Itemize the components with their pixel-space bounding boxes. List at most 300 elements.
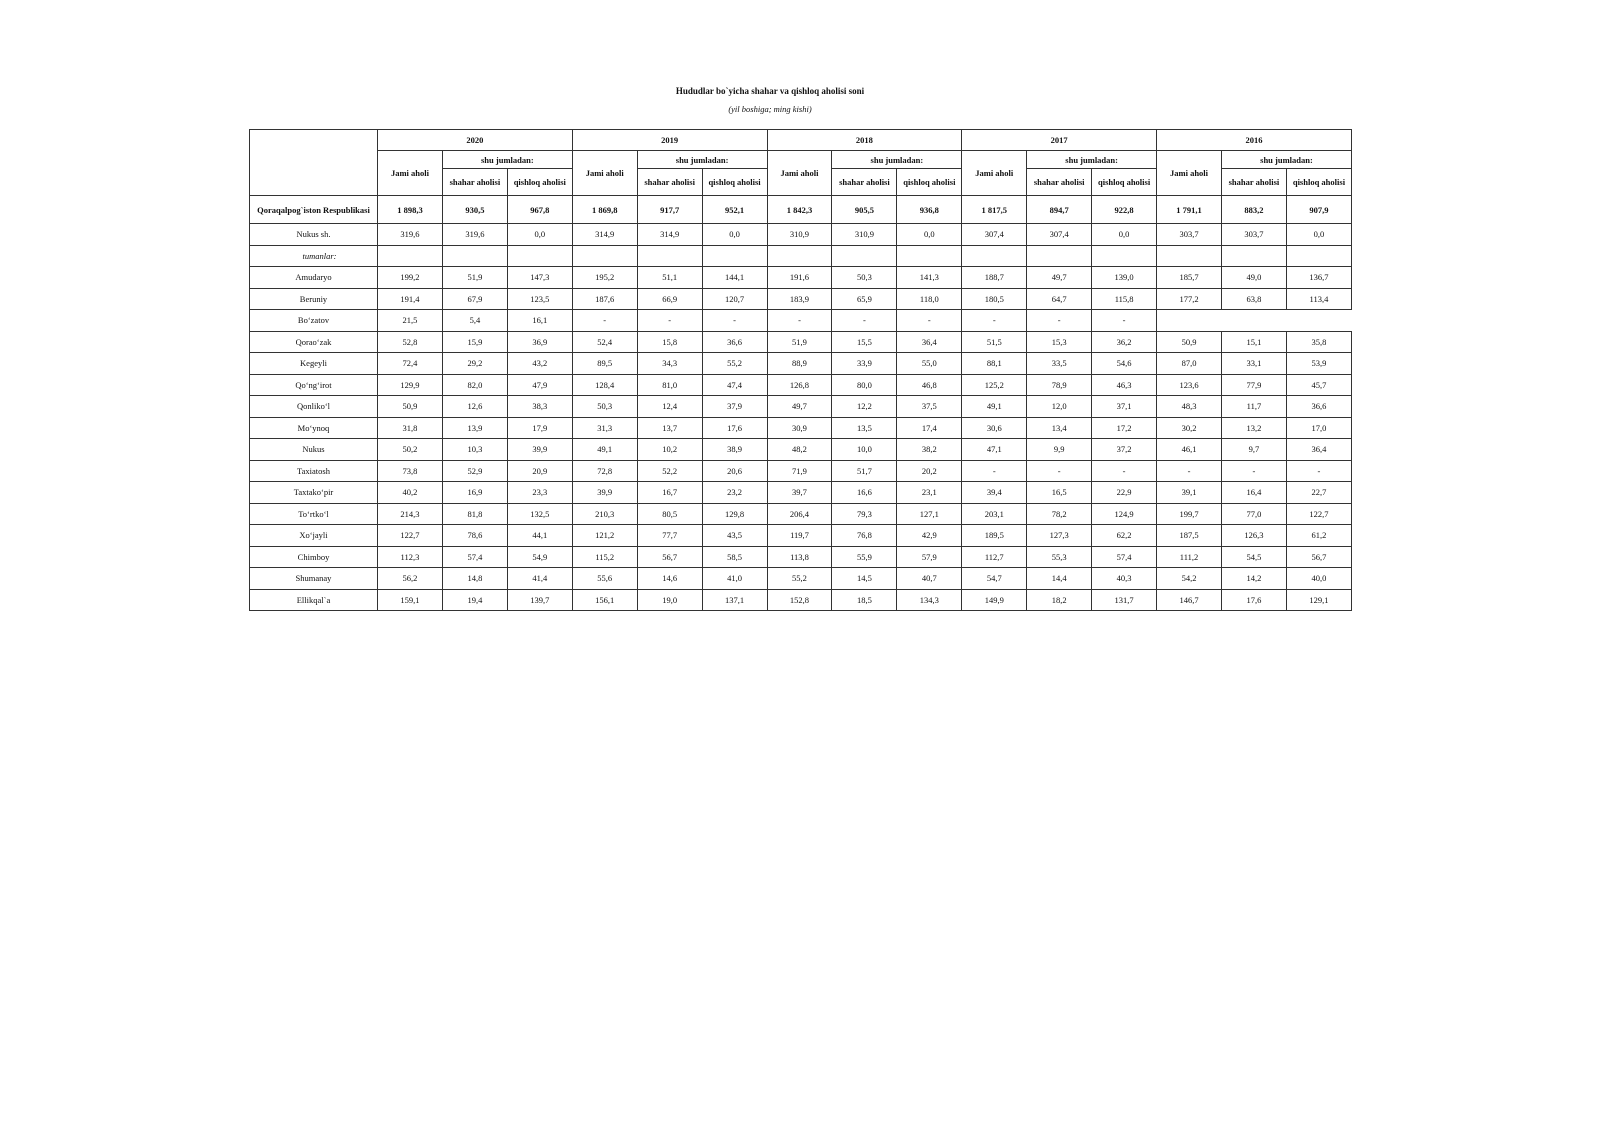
header-row-years (250, 130, 1352, 151)
value-cell: 57,4 (442, 546, 507, 568)
value-cell: 62,2 (1092, 525, 1157, 547)
value-cell: 129,8 (702, 503, 767, 525)
value-cell: 18,2 (1027, 589, 1092, 611)
value-cell: 180,5 (962, 288, 1027, 310)
total-population-header: Jami aholi (962, 151, 1027, 196)
value-cell: 78,9 (1027, 374, 1092, 396)
value-cell: 35,8 (1286, 331, 1351, 353)
value-cell: 952,1 (702, 196, 767, 224)
value-cell: 20,2 (897, 460, 962, 482)
value-cell: 124,9 (1092, 503, 1157, 525)
value-cell: 33,5 (1027, 353, 1092, 375)
value-cell: 11,7 (1221, 396, 1286, 418)
value-cell: 23,2 (702, 482, 767, 504)
value-cell: 82,0 (442, 374, 507, 396)
table-row (250, 245, 1352, 267)
value-cell: 23,3 (507, 482, 572, 504)
value-cell: 112,7 (962, 546, 1027, 568)
value-cell: 49,0 (1221, 267, 1286, 289)
value-cell (1221, 310, 1286, 332)
table-row (250, 396, 1352, 418)
including-header: shu jumladan: (442, 151, 572, 169)
value-cell: 54,9 (507, 546, 572, 568)
value-cell: 41,0 (702, 568, 767, 590)
value-cell: 36,6 (702, 331, 767, 353)
value-cell: 12,6 (442, 396, 507, 418)
value-cell: 37,5 (897, 396, 962, 418)
value-cell: 81,0 (637, 374, 702, 396)
value-cell: 310,9 (832, 224, 897, 246)
value-cell: 55,3 (1027, 546, 1092, 568)
value-cell: 13,9 (442, 417, 507, 439)
region-name: Shumanay (250, 568, 378, 590)
value-cell: 31,8 (378, 417, 443, 439)
value-cell: 71,9 (767, 460, 832, 482)
value-cell: - (1092, 310, 1157, 332)
value-cell: - (1286, 460, 1351, 482)
value-cell: 922,8 (1092, 196, 1157, 224)
value-cell: 78,6 (442, 525, 507, 547)
value-cell: 310,9 (767, 224, 832, 246)
value-cell: - (1092, 460, 1157, 482)
value-cell: 33,1 (1221, 353, 1286, 375)
value-cell: 907,9 (1286, 196, 1351, 224)
value-cell: 51,7 (832, 460, 897, 482)
value-cell: 131,7 (1092, 589, 1157, 611)
header-row-groups (250, 151, 1352, 169)
value-cell: 42,9 (897, 525, 962, 547)
value-cell: 12,0 (1027, 396, 1092, 418)
including-header: shu jumladan: (637, 151, 767, 169)
value-cell: 49,1 (572, 439, 637, 461)
year-header: 2020 (378, 130, 573, 151)
value-cell: 55,6 (572, 568, 637, 590)
value-cell: 9,9 (1027, 439, 1092, 461)
value-cell: 39,9 (572, 482, 637, 504)
value-cell: 314,9 (572, 224, 637, 246)
value-cell: 13,7 (637, 417, 702, 439)
rural-population-header: qishloq aholisi (1286, 169, 1351, 196)
value-cell: 113,8 (767, 546, 832, 568)
value-cell: 319,6 (378, 224, 443, 246)
value-cell: 139,0 (1092, 267, 1157, 289)
value-cell: 214,3 (378, 503, 443, 525)
value-cell: 203,1 (962, 503, 1027, 525)
value-cell: 47,9 (507, 374, 572, 396)
value-cell: 49,1 (962, 396, 1027, 418)
value-cell (1157, 245, 1222, 267)
value-cell: 31,3 (572, 417, 637, 439)
value-cell: 1 817,5 (962, 196, 1027, 224)
value-cell: 128,4 (572, 374, 637, 396)
value-cell: 883,2 (1221, 196, 1286, 224)
value-cell: 1 898,3 (378, 196, 443, 224)
value-cell: 56,7 (637, 546, 702, 568)
value-cell (1157, 310, 1222, 332)
value-cell: 14,6 (637, 568, 702, 590)
value-cell: 53,9 (1286, 353, 1351, 375)
value-cell: 47,1 (962, 439, 1027, 461)
value-cell: 199,2 (378, 267, 443, 289)
table-row (250, 374, 1352, 396)
value-cell: 52,2 (637, 460, 702, 482)
total-population-header: Jami aholi (1157, 151, 1222, 196)
table-row (250, 288, 1352, 310)
value-cell: 40,3 (1092, 568, 1157, 590)
value-cell: 78,2 (1027, 503, 1092, 525)
value-cell: 43,2 (507, 353, 572, 375)
urban-population-header: shahar aholisi (1221, 169, 1286, 196)
region-name: Nukus (250, 439, 378, 461)
value-cell: 137,1 (702, 589, 767, 611)
value-cell (442, 245, 507, 267)
value-cell: 13,2 (1221, 417, 1286, 439)
region-name: Amudaryo (250, 267, 378, 289)
region-name: Kegeyli (250, 353, 378, 375)
value-cell: 177,2 (1157, 288, 1222, 310)
value-cell (1221, 245, 1286, 267)
urban-population-header: shahar aholisi (832, 169, 897, 196)
value-cell: 16,1 (507, 310, 572, 332)
value-cell: - (1221, 460, 1286, 482)
value-cell: 17,4 (897, 417, 962, 439)
value-cell: 47,4 (702, 374, 767, 396)
value-cell: 65,9 (832, 288, 897, 310)
value-cell: 13,5 (832, 417, 897, 439)
value-cell: 80,0 (832, 374, 897, 396)
region-name: Nukus sh. (250, 224, 378, 246)
value-cell: 38,3 (507, 396, 572, 418)
value-cell: 126,3 (1221, 525, 1286, 547)
value-cell (637, 245, 702, 267)
region-name: Bo‘zatov (250, 310, 378, 332)
value-cell: 50,3 (572, 396, 637, 418)
value-cell (702, 245, 767, 267)
value-cell: 48,2 (767, 439, 832, 461)
table-row (250, 546, 1352, 568)
region-name: Xo‘jayli (250, 525, 378, 547)
value-cell: 307,4 (962, 224, 1027, 246)
region-name: Taxiatosh (250, 460, 378, 482)
region-name: Qoraqalpog`iston Respublikasi (250, 196, 378, 224)
value-cell: 319,6 (442, 224, 507, 246)
value-cell: 66,9 (637, 288, 702, 310)
value-cell (572, 245, 637, 267)
value-cell: 10,3 (442, 439, 507, 461)
value-cell: 129,1 (1286, 589, 1351, 611)
value-cell: 12,4 (637, 396, 702, 418)
value-cell: 55,0 (897, 353, 962, 375)
region-name: Qo‘ng‘irot (250, 374, 378, 396)
value-cell: 0,0 (702, 224, 767, 246)
table-row (250, 267, 1352, 289)
value-cell: 52,9 (442, 460, 507, 482)
value-cell: 15,8 (637, 331, 702, 353)
value-cell: 49,7 (767, 396, 832, 418)
value-cell: 88,1 (962, 353, 1027, 375)
value-cell: - (767, 310, 832, 332)
value-cell: 144,1 (702, 267, 767, 289)
value-cell: 54,7 (962, 568, 1027, 590)
document-subtitle: (yil boshiga; ming kishi) (728, 104, 812, 114)
value-cell: 111,2 (1157, 546, 1222, 568)
value-cell: 46,8 (897, 374, 962, 396)
value-cell (378, 245, 443, 267)
value-cell: 55,2 (702, 353, 767, 375)
value-cell: 894,7 (1027, 196, 1092, 224)
value-cell: 64,7 (1027, 288, 1092, 310)
value-cell: 48,3 (1157, 396, 1222, 418)
value-cell: 16,5 (1027, 482, 1092, 504)
rural-population-header: qishloq aholisi (507, 169, 572, 196)
value-cell: 50,9 (378, 396, 443, 418)
value-cell: 38,2 (897, 439, 962, 461)
region-name: Ellikqal`a (250, 589, 378, 611)
value-cell: 10,0 (832, 439, 897, 461)
table-row (250, 482, 1352, 504)
value-cell: 187,5 (1157, 525, 1222, 547)
table-header (250, 130, 1352, 196)
value-cell: 183,9 (767, 288, 832, 310)
value-cell: 37,2 (1092, 439, 1157, 461)
region-name: Chimboy (250, 546, 378, 568)
table-row (250, 460, 1352, 482)
value-cell: - (1027, 460, 1092, 482)
value-cell: 37,9 (702, 396, 767, 418)
urban-population-header: shahar aholisi (1027, 169, 1092, 196)
value-cell: 134,3 (897, 589, 962, 611)
table-row (250, 589, 1352, 611)
value-cell: 917,7 (637, 196, 702, 224)
value-cell (1286, 245, 1351, 267)
value-cell: 17,9 (507, 417, 572, 439)
value-cell: 18,5 (832, 589, 897, 611)
value-cell: 303,7 (1157, 224, 1222, 246)
value-cell: 156,1 (572, 589, 637, 611)
value-cell: 46,3 (1092, 374, 1157, 396)
table-row (250, 568, 1352, 590)
table-row (250, 310, 1352, 332)
value-cell: 88,9 (767, 353, 832, 375)
value-cell (1092, 245, 1157, 267)
year-header: 2019 (572, 130, 767, 151)
value-cell: 189,5 (962, 525, 1027, 547)
value-cell: 52,4 (572, 331, 637, 353)
table-row (250, 331, 1352, 353)
value-cell: 52,8 (378, 331, 443, 353)
value-cell: 40,0 (1286, 568, 1351, 590)
including-header: shu jumladan: (1221, 151, 1351, 169)
value-cell: 15,5 (832, 331, 897, 353)
including-header: shu jumladan: (832, 151, 962, 169)
urban-population-header: shahar aholisi (637, 169, 702, 196)
value-cell: 16,4 (1221, 482, 1286, 504)
value-cell: 125,2 (962, 374, 1027, 396)
value-cell: 136,7 (1286, 267, 1351, 289)
value-cell: 17,6 (1221, 589, 1286, 611)
table-row (250, 525, 1352, 547)
value-cell: 122,7 (378, 525, 443, 547)
value-cell: 41,4 (507, 568, 572, 590)
value-cell: 33,9 (832, 353, 897, 375)
value-cell: 55,9 (832, 546, 897, 568)
value-cell: 120,7 (702, 288, 767, 310)
year-header: 2017 (962, 130, 1157, 151)
value-cell: 127,1 (897, 503, 962, 525)
value-cell: 63,8 (1221, 288, 1286, 310)
value-cell: 80,5 (637, 503, 702, 525)
value-cell: 188,7 (962, 267, 1027, 289)
value-cell: 54,5 (1221, 546, 1286, 568)
value-cell: 16,9 (442, 482, 507, 504)
value-cell: 38,9 (702, 439, 767, 461)
value-cell: 49,7 (1027, 267, 1092, 289)
value-cell: 51,1 (637, 267, 702, 289)
value-cell: 123,5 (507, 288, 572, 310)
value-cell: 39,7 (767, 482, 832, 504)
value-cell: 87,0 (1157, 353, 1222, 375)
value-cell (962, 245, 1027, 267)
value-cell: - (832, 310, 897, 332)
value-cell: 195,2 (572, 267, 637, 289)
value-cell: 77,9 (1221, 374, 1286, 396)
value-cell (832, 245, 897, 267)
value-cell: 967,8 (507, 196, 572, 224)
value-cell: 76,8 (832, 525, 897, 547)
value-cell: 14,5 (832, 568, 897, 590)
value-cell: - (572, 310, 637, 332)
value-cell: 129,9 (378, 374, 443, 396)
value-cell: 13,4 (1027, 417, 1092, 439)
value-cell: 303,7 (1221, 224, 1286, 246)
value-cell: 12,2 (832, 396, 897, 418)
region-name: Taxtako‘pir (250, 482, 378, 504)
total-population-header: Jami aholi (378, 151, 443, 196)
value-cell: 54,2 (1157, 568, 1222, 590)
value-cell: 0,0 (507, 224, 572, 246)
value-cell: 22,7 (1286, 482, 1351, 504)
value-cell: 51,9 (442, 267, 507, 289)
value-cell: 206,4 (767, 503, 832, 525)
value-cell: 89,5 (572, 353, 637, 375)
value-cell: - (962, 310, 1027, 332)
value-cell: 14,2 (1221, 568, 1286, 590)
year-header: 2016 (1157, 130, 1352, 151)
value-cell: 55,2 (767, 568, 832, 590)
value-cell: 307,4 (1027, 224, 1092, 246)
value-cell: 149,9 (962, 589, 1027, 611)
value-cell: 1 842,3 (767, 196, 832, 224)
value-cell: 152,8 (767, 589, 832, 611)
value-cell: 56,7 (1286, 546, 1351, 568)
value-cell: 115,8 (1092, 288, 1157, 310)
value-cell: 61,2 (1286, 525, 1351, 547)
table-row (250, 417, 1352, 439)
value-cell: 50,3 (832, 267, 897, 289)
table-row (250, 439, 1352, 461)
value-cell: 16,7 (637, 482, 702, 504)
region-name: Mo‘ynoq (250, 417, 378, 439)
region-name: Beruniy (250, 288, 378, 310)
value-cell: - (1157, 460, 1222, 482)
year-header: 2018 (767, 130, 962, 151)
value-cell: 30,9 (767, 417, 832, 439)
value-cell: 30,2 (1157, 417, 1222, 439)
value-cell: 191,6 (767, 267, 832, 289)
value-cell (1027, 245, 1092, 267)
value-cell: 36,2 (1092, 331, 1157, 353)
value-cell: 122,7 (1286, 503, 1351, 525)
value-cell (1286, 310, 1351, 332)
value-cell: - (962, 460, 1027, 482)
value-cell: 72,8 (572, 460, 637, 482)
value-cell: 54,6 (1092, 353, 1157, 375)
including-header: shu jumladan: (1027, 151, 1157, 169)
value-cell: 185,7 (1157, 267, 1222, 289)
value-cell: 39,4 (962, 482, 1027, 504)
value-cell: 5,4 (442, 310, 507, 332)
value-cell: 19,4 (442, 589, 507, 611)
value-cell: 118,0 (897, 288, 962, 310)
value-cell: 43,5 (702, 525, 767, 547)
value-cell: 36,4 (1286, 439, 1351, 461)
value-cell: 126,8 (767, 374, 832, 396)
value-cell: 67,9 (442, 288, 507, 310)
value-cell: 30,6 (962, 417, 1027, 439)
value-cell: 22,9 (1092, 482, 1157, 504)
value-cell: 159,1 (378, 589, 443, 611)
value-cell: 45,7 (1286, 374, 1351, 396)
value-cell: 0,0 (1286, 224, 1351, 246)
value-cell: 15,3 (1027, 331, 1092, 353)
region-name: To‘rtko‘l (250, 503, 378, 525)
value-cell: 132,5 (507, 503, 572, 525)
rural-population-header: qishloq aholisi (1092, 169, 1157, 196)
value-cell: - (897, 310, 962, 332)
value-cell: 77,0 (1221, 503, 1286, 525)
value-cell: 72,4 (378, 353, 443, 375)
corner-cell (250, 130, 378, 196)
value-cell: 17,0 (1286, 417, 1351, 439)
value-cell: 905,5 (832, 196, 897, 224)
value-cell: 40,2 (378, 482, 443, 504)
value-cell: 1 869,8 (572, 196, 637, 224)
value-cell: 121,2 (572, 525, 637, 547)
table-body (250, 196, 1352, 611)
value-cell: 1 791,1 (1157, 196, 1222, 224)
value-cell: 9,7 (1221, 439, 1286, 461)
value-cell: 34,3 (637, 353, 702, 375)
region-name: Qorao‘zak (250, 331, 378, 353)
region-name: tumanlar: (250, 245, 378, 267)
value-cell: - (1027, 310, 1092, 332)
value-cell: 113,4 (1286, 288, 1351, 310)
value-cell: 141,3 (897, 267, 962, 289)
value-cell: 77,7 (637, 525, 702, 547)
value-cell: 191,4 (378, 288, 443, 310)
value-cell: 147,3 (507, 267, 572, 289)
value-cell: 44,1 (507, 525, 572, 547)
value-cell: 119,7 (767, 525, 832, 547)
value-cell: 0,0 (1092, 224, 1157, 246)
value-cell: 73,8 (378, 460, 443, 482)
value-cell: 36,4 (897, 331, 962, 353)
value-cell (767, 245, 832, 267)
region-name: Qonliko‘l (250, 396, 378, 418)
value-cell: 16,6 (832, 482, 897, 504)
document-title: Hududlar bo`yicha shahar va qishloq aholisi soni (675, 86, 865, 96)
urban-population-header: shahar aholisi (442, 169, 507, 196)
